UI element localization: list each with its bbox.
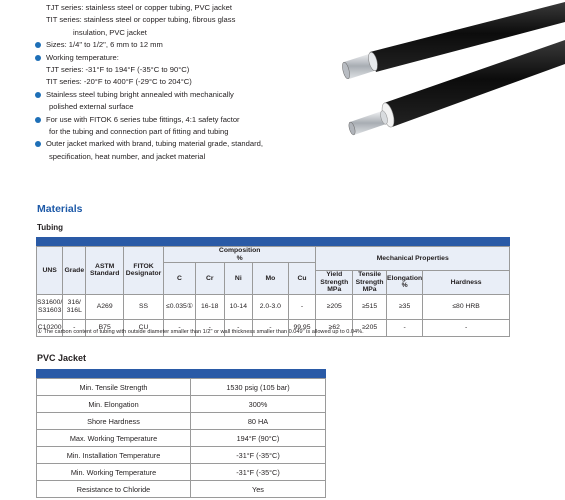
feature-line — [36, 14, 336, 26]
feature-text: TJT series: -31°F to 194°F (-35°C to 90°C) — [46, 65, 190, 75]
elongation-label: Elongation — [387, 274, 423, 282]
header-hardness: Hardness — [423, 271, 510, 295]
table-row — [37, 447, 326, 464]
pvc-property: Min. Elongation — [37, 396, 191, 413]
table-row — [37, 294, 510, 319]
feature-text: insulation, PVC jacket — [73, 27, 147, 37]
feature-line — [36, 39, 336, 51]
cell-cu: - — [288, 294, 316, 319]
pvc-header-bar — [36, 369, 326, 378]
feature-line — [36, 89, 336, 101]
cell-astm: B75 — [86, 319, 124, 336]
pvc-property: Max. Working Temperature — [37, 430, 191, 447]
feature-line — [36, 64, 336, 76]
cell-hardness: ≤80 HRB — [423, 294, 510, 319]
table-row — [37, 481, 326, 498]
pvc-value: 300% — [191, 396, 326, 413]
feature-line — [36, 151, 336, 163]
composition-label: Composition — [218, 247, 261, 254]
cell-tensile: ≥205 — [353, 319, 387, 336]
feature-line — [36, 27, 336, 39]
feature-text: TJT series: stainless steel or copper tubing, PVC jacket — [46, 3, 232, 12]
header-tensile: Tensile Strength MPa — [353, 271, 387, 295]
feature-text: Working temperature: — [46, 52, 119, 62]
pvc-property: Min. Installation Temperature — [37, 447, 191, 464]
feature-text: polished external surface — [49, 102, 134, 112]
header-designator: FITOK Designator — [124, 247, 164, 295]
pvc-property: Min. Working Temperature — [37, 464, 191, 481]
header-yield: Yield Strength MPa — [316, 271, 353, 295]
tubing-heading: Tubing — [37, 223, 64, 232]
header-cu: Cu — [288, 263, 316, 295]
cell-ni: 10-14 — [224, 294, 253, 319]
cell-grade: 316/ 316L — [63, 294, 86, 319]
header-grade: Grade — [63, 247, 86, 295]
feature-list — [36, 2, 336, 163]
cell-elongation: - — [387, 319, 423, 336]
pvc-property: Min. Tensile Strength — [37, 379, 191, 396]
pvc-value: 194°F (90°C) — [191, 430, 326, 447]
cell-hardness: - — [423, 319, 510, 336]
feature-line — [36, 2, 336, 14]
cell-cu: 99.95 — [288, 319, 316, 336]
cell-mo: 2.0-3.0 — [253, 294, 288, 319]
elongation-unit: % — [401, 282, 408, 290]
composition-unit: % — [236, 254, 243, 262]
cell-mo: - — [253, 319, 288, 336]
header-ni: Ni — [224, 263, 253, 295]
tubing-header-bar — [36, 237, 510, 246]
header-c: C — [164, 263, 196, 295]
feature-text: specification, heat number, and jacket material — [49, 151, 206, 161]
cell-astm: A269 — [86, 294, 124, 319]
cell-designator: SS — [124, 294, 164, 319]
table-row — [37, 379, 326, 396]
header-mo: Mo — [253, 263, 288, 295]
pvc-property: Resistance to Chloride — [37, 481, 191, 498]
jacketed-tubing-image — [330, 0, 565, 150]
bullet-icon — [35, 92, 41, 98]
feature-text: TIT series: -20°F to 400°F (-29°C to 204°C) — [46, 77, 192, 87]
pvc-value: -31°F (-35°C) — [191, 447, 326, 464]
feature-text: Outer jacket marked with brand, tubing material grade, standard, — [46, 139, 263, 149]
pvc-property: Shore Hardness — [37, 413, 191, 430]
cell-c: - — [164, 319, 196, 336]
table-row — [37, 464, 326, 481]
feature-line — [36, 101, 336, 113]
header-uns: UNS — [37, 247, 63, 295]
cell-tensile: ≥515 — [353, 294, 387, 319]
pvc-value: -31°F (-35°C) — [191, 464, 326, 481]
tubing-table — [36, 246, 510, 337]
feature-text: TIT series: stainless steel or copper tubing, fibrous glass — [46, 15, 236, 25]
cell-uns: C10200 — [37, 319, 63, 336]
pvc-value: 80 HA — [191, 413, 326, 430]
cell-ni: - — [224, 319, 253, 336]
feature-line — [36, 138, 336, 150]
bullet-icon — [35, 55, 41, 61]
table-row — [37, 413, 326, 430]
pvc-jacket-table — [36, 378, 326, 498]
cell-designator: CU — [124, 319, 164, 336]
cell-uns: S31600/ S31603 — [37, 294, 63, 319]
materials-heading: Materials — [37, 203, 83, 215]
header-elongation — [387, 271, 423, 295]
feature-line — [36, 114, 336, 126]
cell-elongation: ≥35 — [387, 294, 423, 319]
header-astm: ASTM Standard — [86, 247, 124, 295]
table-row — [37, 396, 326, 413]
cell-yield: ≥62 — [316, 319, 353, 336]
carbon-content-note: ① The carbon content of tubing with outside diameter smaller than 1/2" or wall thickness smaller than 0.049" is allowed up to 0.04%. — [37, 329, 364, 335]
cell-cr: - — [195, 319, 224, 336]
table-row — [37, 430, 326, 447]
feature-line — [36, 76, 336, 88]
feature-text: For use with FITOK 6 series tube fittings, 4:1 safety factor — [46, 114, 240, 124]
feature-text: Sizes: 1/4" to 1/2", 6 mm to 12 mm — [46, 40, 163, 50]
pvc-jacket-heading: PVC Jacket — [37, 353, 87, 363]
header-mechanical: Mechanical Properties — [316, 247, 510, 271]
cell-cr: 16-18 — [195, 294, 224, 319]
pvc-value: 1530 psig (105 bar) — [191, 379, 326, 396]
header-composition — [164, 247, 316, 263]
feature-text: for the tubing and connection part of fitting and tubing — [49, 127, 229, 137]
cell-yield: ≥205 — [316, 294, 353, 319]
header-cr: Cr — [195, 263, 224, 295]
pvc-value: Yes — [191, 481, 326, 498]
cell-grade: - — [63, 319, 86, 336]
feature-line — [36, 52, 336, 64]
feature-text: Stainless steel tubing bright annealed with mechanically — [46, 89, 234, 99]
feature-line — [36, 126, 336, 138]
cell-c: ≤0.035① — [164, 294, 196, 319]
bullet-icon — [35, 117, 41, 123]
